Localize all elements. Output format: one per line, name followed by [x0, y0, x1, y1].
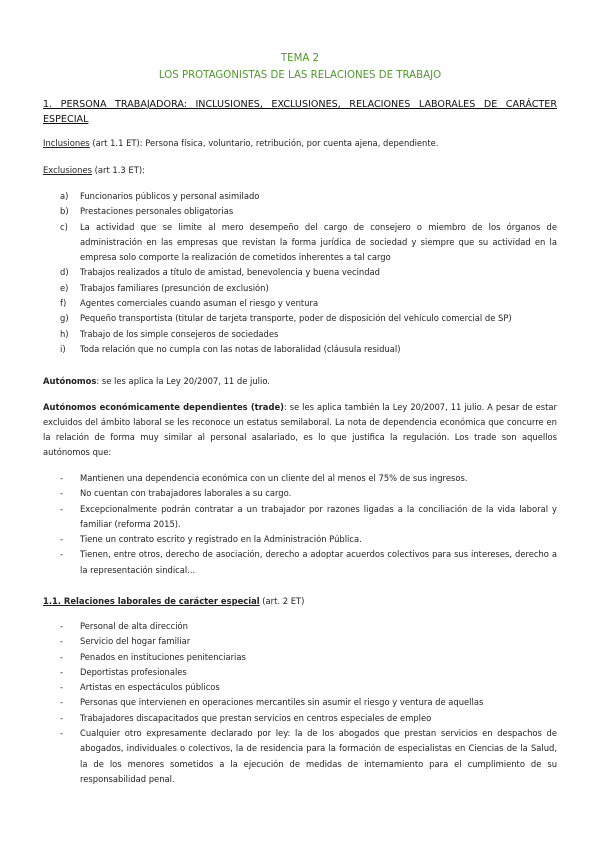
document-subtitle: LOS PROTAGONISTAS DE LAS RELACIONES DE TRABAJO — [158, 70, 442, 81]
trade-text: : se les aplica también la Ley 20/2007, 11 julio. A pesar de estar excluidos del ámbito laboral se les reconoce un estatus semilaboral. La nota de dependencia económica que concurre en la relación de forma muy similar al personal asalariado, es lo que justifica la regulación. Los trade son aquellos autónomos que: — [43, 402, 557, 457]
section-1-1-ref: (art. 2 ET) — [259, 596, 305, 606]
list-item: - Artistas en espectáculos públicos — [60, 682, 220, 693]
list-item: - Trabajadores discapacitados que prestan servicios en centros especiales de empleo — [60, 712, 432, 723]
inclusiones-paragraph — [43, 136, 557, 151]
list-item: c) La actividad que se limite al mero desempeño del cargo de consejero o miembro de los órganos de administración en las empresas que revistan la forma jurídica de sociedad y siempre que su actividad en la empresa solo comporte la realización de cometidos inherentes a tal cargo — [60, 221, 557, 263]
list-item: - Tienen, entre otros, derecho de asociación, derecho a adoptar acuerdos colectivos para sus intereses, derecho a la representación sindical... — [60, 549, 557, 575]
list-item: - Penados en instituciones penitenciarias — [60, 651, 246, 662]
exclusiones-text: (art 1.3 ET): — [91, 165, 145, 175]
list-item: i) Toda relación que no cumpla con las notas de laboralidad (cláusula residual) — [60, 343, 401, 354]
autonomos-paragraph — [43, 374, 557, 389]
trade-list — [43, 471, 557, 578]
list-item: - Excepcionalmente podrán contratar a un trabajador por razones ligadas a la conciliación de la vida laboral y familiar (reforma 2015). — [60, 503, 557, 529]
exclusiones-paragraph — [43, 163, 557, 178]
exclusiones-label: Exclusiones — [43, 165, 92, 175]
trade-paragraph — [43, 400, 557, 460]
list-item: h) Trabajo de los simple consejeros de sociedades — [60, 328, 279, 339]
list-item: f) Agentes comerciales cuando asuman el riesgo y ventura — [60, 298, 319, 309]
list-item: - Personal de alta dirección — [60, 621, 188, 631]
autonomos-text: : se les aplica la Ley 20/2007, 11 de julio. — [96, 376, 270, 386]
inclusiones-label: Inclusiones — [43, 138, 90, 148]
section-1-1-title: 1.1. Relaciones laborales de carácter especial — [43, 596, 260, 606]
tema-title: TEMA 2 — [280, 53, 320, 64]
section-1-1-heading — [43, 594, 557, 609]
section-1-heading: 1. PERSONA TRABAJADORA: INCLUSIONES, EXCLUSIONES, RELACIONES LABORALES DE CARÁCTER ESPECIAL — [43, 99, 557, 125]
list-item: - Servicio del hogar familiar — [60, 636, 191, 647]
list-item: e) Trabajos familiares (presunción de exclusión) — [60, 282, 269, 293]
list-item: d) Trabajos realizados a título de amistad, benevolencia y buena vecindad — [60, 267, 380, 278]
list-item: g) Pequeño transportista (titular de tarjeta transporte, poder de disposición del vehículo comercial de SP) — [60, 313, 512, 324]
relaciones-especiales-list — [43, 619, 557, 787]
inclusiones-text: (art 1.1 ET): Persona física, voluntario, retribución, por cuenta ajena, dependiente. — [89, 138, 439, 148]
list-item: b) Prestaciones personales obligatorias — [60, 206, 234, 217]
autonomos-label: Autónomos — [43, 376, 97, 386]
list-item: - No cuentan con trabajadores laborales a su cargo. — [60, 488, 292, 499]
list-item: - Tiene un contrato escrito y registrado en la Administración Pública. — [60, 534, 362, 545]
trade-label: Autónomos económicamente dependientes (trade) — [43, 402, 284, 412]
list-item: - Mantienen una dependencia económica con un cliente del al menos el 75% de sus ingresos. — [60, 473, 468, 483]
list-item: - Cualquier otro expresamente declarado por ley: la de los abogados que prestan servicios en despachos de abogados, individuales o colectivos, la de residencia para la formación de especialistas en Ciencias de la Salud, la de los menores sometidos a la ejecución de medidas de internamiento para el cumplimiento de su responsabilidad penal. — [60, 728, 557, 784]
list-item: a) Funcionarios públicos y personal asimilado — [60, 191, 260, 201]
list-item: - Deportistas profesionales — [60, 666, 187, 677]
exclusiones-list — [43, 189, 557, 357]
list-item: - Personas que intervienen en operaciones mercantiles sin asumir el riesgo y ventura de aquellas — [60, 697, 484, 708]
